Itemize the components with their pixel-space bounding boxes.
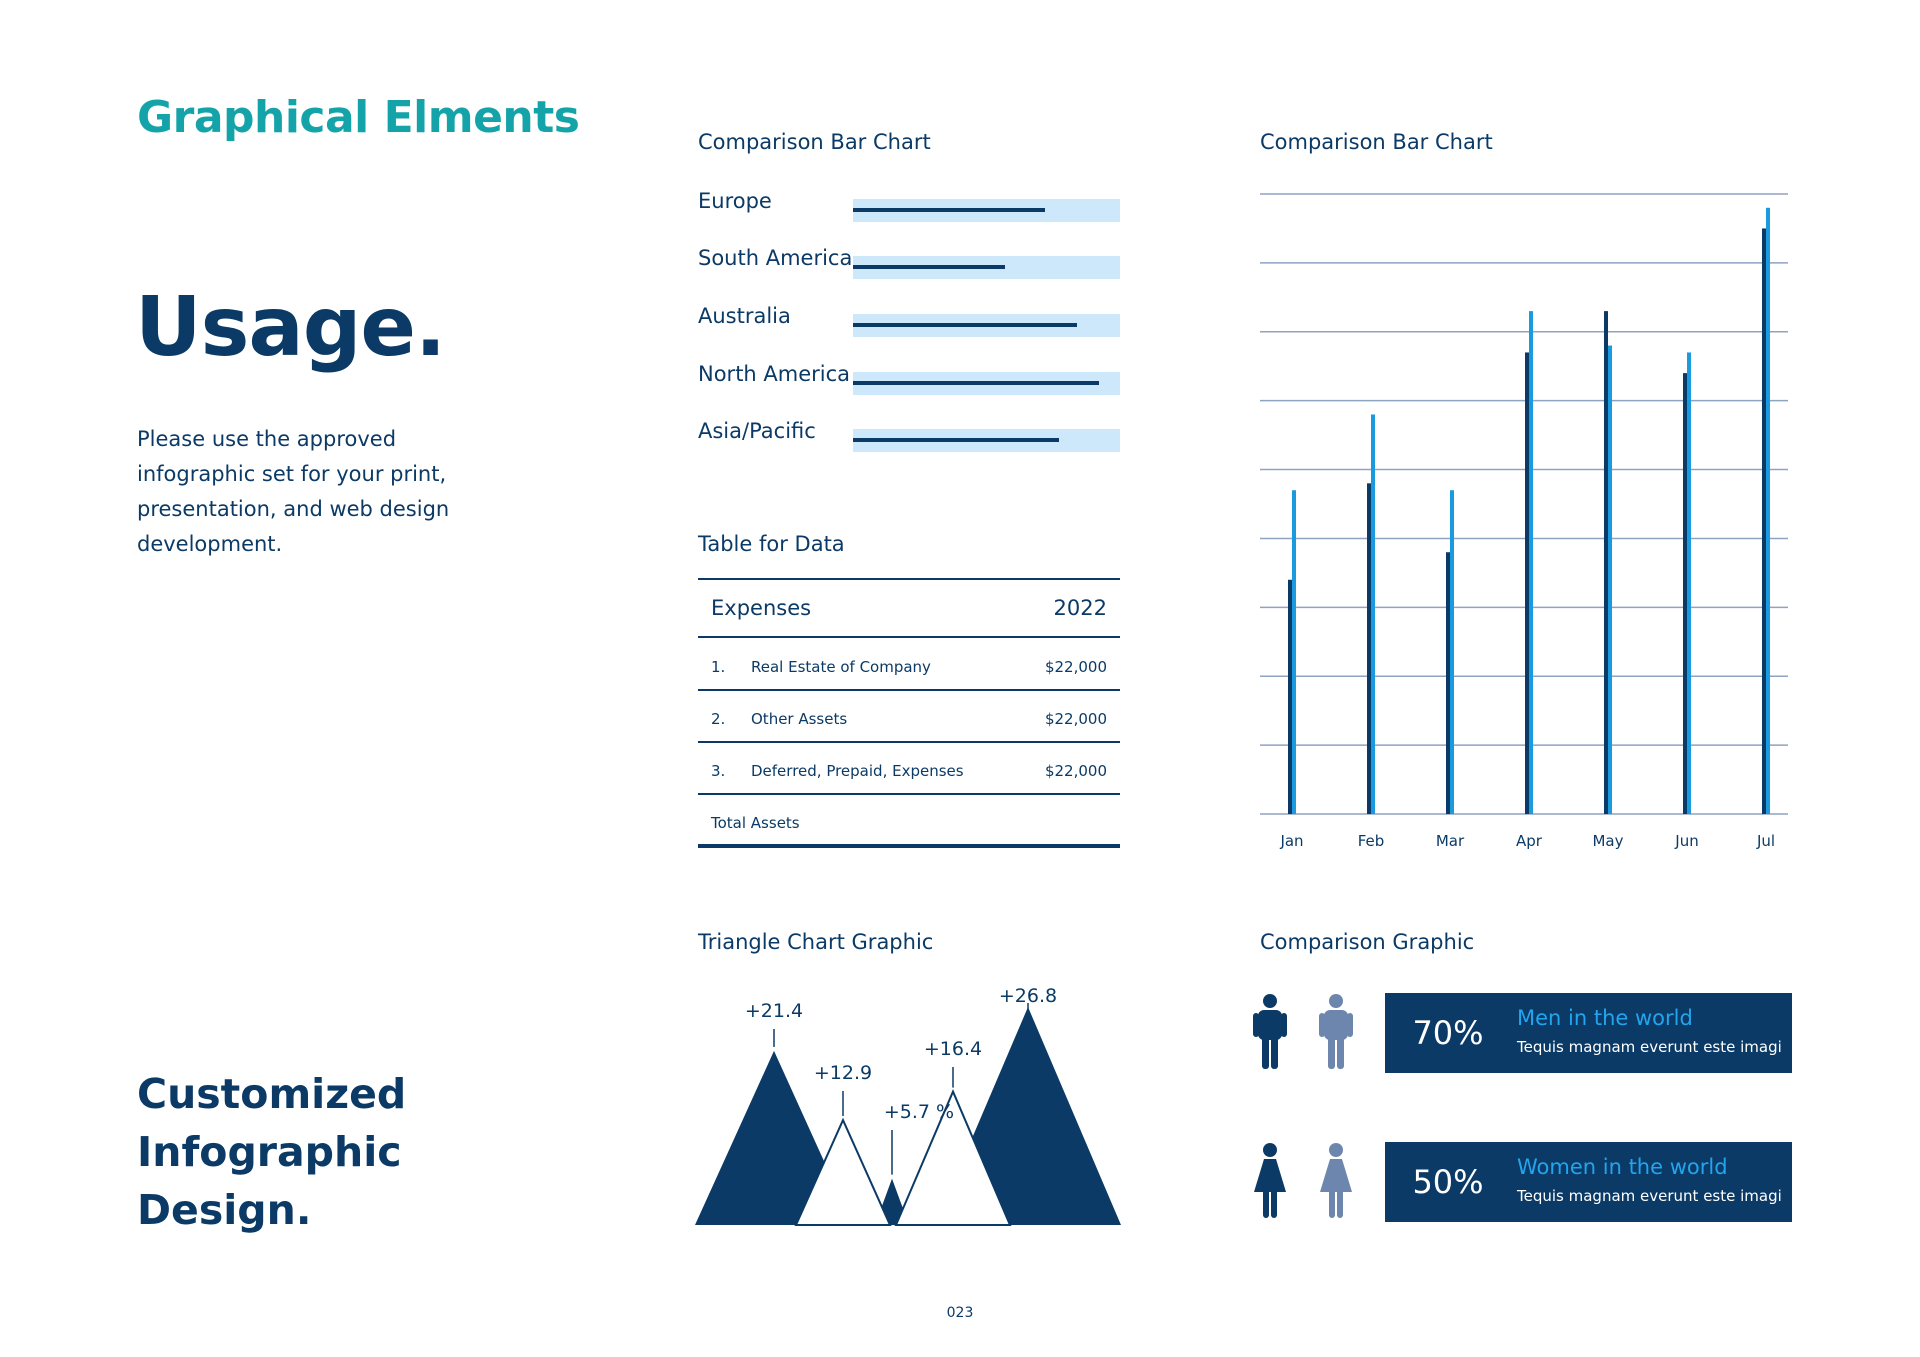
women-percent-box [1385, 1142, 1511, 1222]
women-subtext: Tequis magnam everunt este imagi [1517, 1187, 1782, 1205]
vbar-bar [1687, 352, 1691, 814]
hbar-label: Australia [698, 304, 791, 328]
table-bottom-rule [698, 844, 1120, 848]
table-row-label: Deferred, Prepaid, Expenses [751, 762, 964, 780]
usage-description: Please use the approved infographic set for your print, presentation, and web design development. [137, 427, 450, 556]
triangle-chart [690, 975, 1130, 1235]
men-subtext: Tequis magnam everunt este imagi [1517, 1038, 1782, 1056]
customized-title-line-1: Customized [137, 1070, 407, 1118]
x-tick-label: Jan [1280, 832, 1304, 850]
hbar-track [853, 429, 1120, 452]
hbar-row [698, 304, 1120, 330]
vbar-bar [1608, 346, 1612, 814]
table-row-label: Real Estate of Company [751, 658, 931, 676]
hbar-row [698, 189, 1120, 215]
vbar-bar [1446, 552, 1450, 814]
vbar-bar [1450, 490, 1454, 814]
table-row-number: 1. [711, 658, 726, 676]
hbar-track [853, 256, 1120, 279]
vbar-bar [1683, 373, 1687, 814]
triangle-chart-title: Triangle Chart Graphic [698, 930, 934, 954]
customized-title [137, 1065, 406, 1239]
triangle-value-label: +12.9 [813, 1062, 873, 1084]
table-divider [698, 636, 1120, 638]
vbar-bar [1766, 208, 1770, 814]
woman-icon [1320, 1143, 1352, 1218]
hbar-row [698, 362, 1120, 388]
table-row-number: 2. [711, 710, 726, 728]
table-header-expenses: Expenses [711, 596, 812, 620]
x-tick-label: Feb [1357, 832, 1385, 850]
women-heading: Women in the world [1517, 1155, 1728, 1179]
hbar-label: North America [698, 362, 851, 386]
customized-title-line-3: Design. [137, 1186, 312, 1234]
triangle-value-label: +5.7 % [883, 1101, 955, 1123]
hbar-chart-title: Comparison Bar Chart [698, 130, 931, 154]
vbar-bar [1367, 483, 1371, 814]
vbar-bar [1529, 311, 1533, 814]
hbar-fill [853, 438, 1059, 442]
x-tick-label: Mar [1435, 832, 1465, 850]
hbar-label: South America [698, 246, 853, 270]
triangle-value-label: +21.4 [744, 1000, 804, 1022]
triangle-value-label: +26.8 [998, 985, 1058, 1007]
women-info-box [1505, 1142, 1792, 1222]
vbar-bar [1525, 352, 1529, 814]
table-row-number: 3. [711, 762, 726, 780]
vbar-bar [1371, 414, 1375, 814]
x-tick-label: May [1592, 832, 1624, 850]
x-tick-label: Apr [1516, 832, 1542, 850]
men-info-box [1505, 993, 1792, 1073]
man-icon [1319, 994, 1353, 1069]
hbar-track [853, 314, 1120, 337]
table-divider [698, 741, 1120, 743]
hbar-fill [853, 323, 1077, 327]
triangle-value-label: +16.4 [923, 1038, 983, 1060]
men-percent-box [1385, 993, 1511, 1073]
vbar-chart-title: Comparison Bar Chart [1260, 130, 1493, 154]
vbar-bar [1762, 228, 1766, 814]
hbar-track [853, 199, 1120, 222]
hbar-fill [853, 265, 1005, 269]
vbar-bar [1288, 580, 1292, 814]
hbar-track [853, 372, 1120, 395]
table-row-value: $22,000 [1044, 658, 1107, 676]
vbar-chart [1250, 180, 1800, 860]
vbar-bar [1292, 490, 1296, 814]
table-row-label: Other Assets [751, 710, 848, 728]
customized-title-line-2: Infographic [137, 1128, 402, 1176]
x-tick-label: Jun [1675, 832, 1699, 850]
page-number: 023 [946, 1305, 974, 1321]
table-header-year: 2022 [1053, 596, 1107, 620]
comparison-title: Comparison Graphic [1260, 930, 1475, 954]
hbar-row [698, 419, 1120, 445]
hbar-fill [853, 381, 1099, 385]
section-label: Graphical Elments [137, 92, 580, 143]
hbar-label: Asia/Pacific [698, 419, 816, 443]
x-tick-label: Jul [1756, 832, 1776, 850]
usage-title: Usage. [135, 280, 446, 375]
women-icons [1252, 1142, 1362, 1227]
table-row-value: $22,000 [1044, 710, 1107, 728]
hbar-row [698, 246, 1120, 272]
men-heading: Men in the world [1517, 1006, 1693, 1030]
hbar-fill [853, 208, 1045, 212]
table-title: Table for Data [698, 532, 845, 556]
men-icons [1252, 993, 1362, 1078]
table-divider [698, 578, 1120, 580]
man-icon [1253, 994, 1287, 1069]
hbar-label: Europe [698, 189, 772, 213]
women-percent: 50% [1412, 1163, 1484, 1201]
vbar-bar [1604, 311, 1608, 814]
table-row-value: $22,000 [1044, 762, 1107, 780]
woman-icon [1254, 1143, 1286, 1218]
men-percent: 70% [1412, 1014, 1484, 1052]
table-total-label: Total Assets [711, 814, 800, 832]
table-divider [698, 689, 1120, 691]
table-divider [698, 793, 1120, 795]
